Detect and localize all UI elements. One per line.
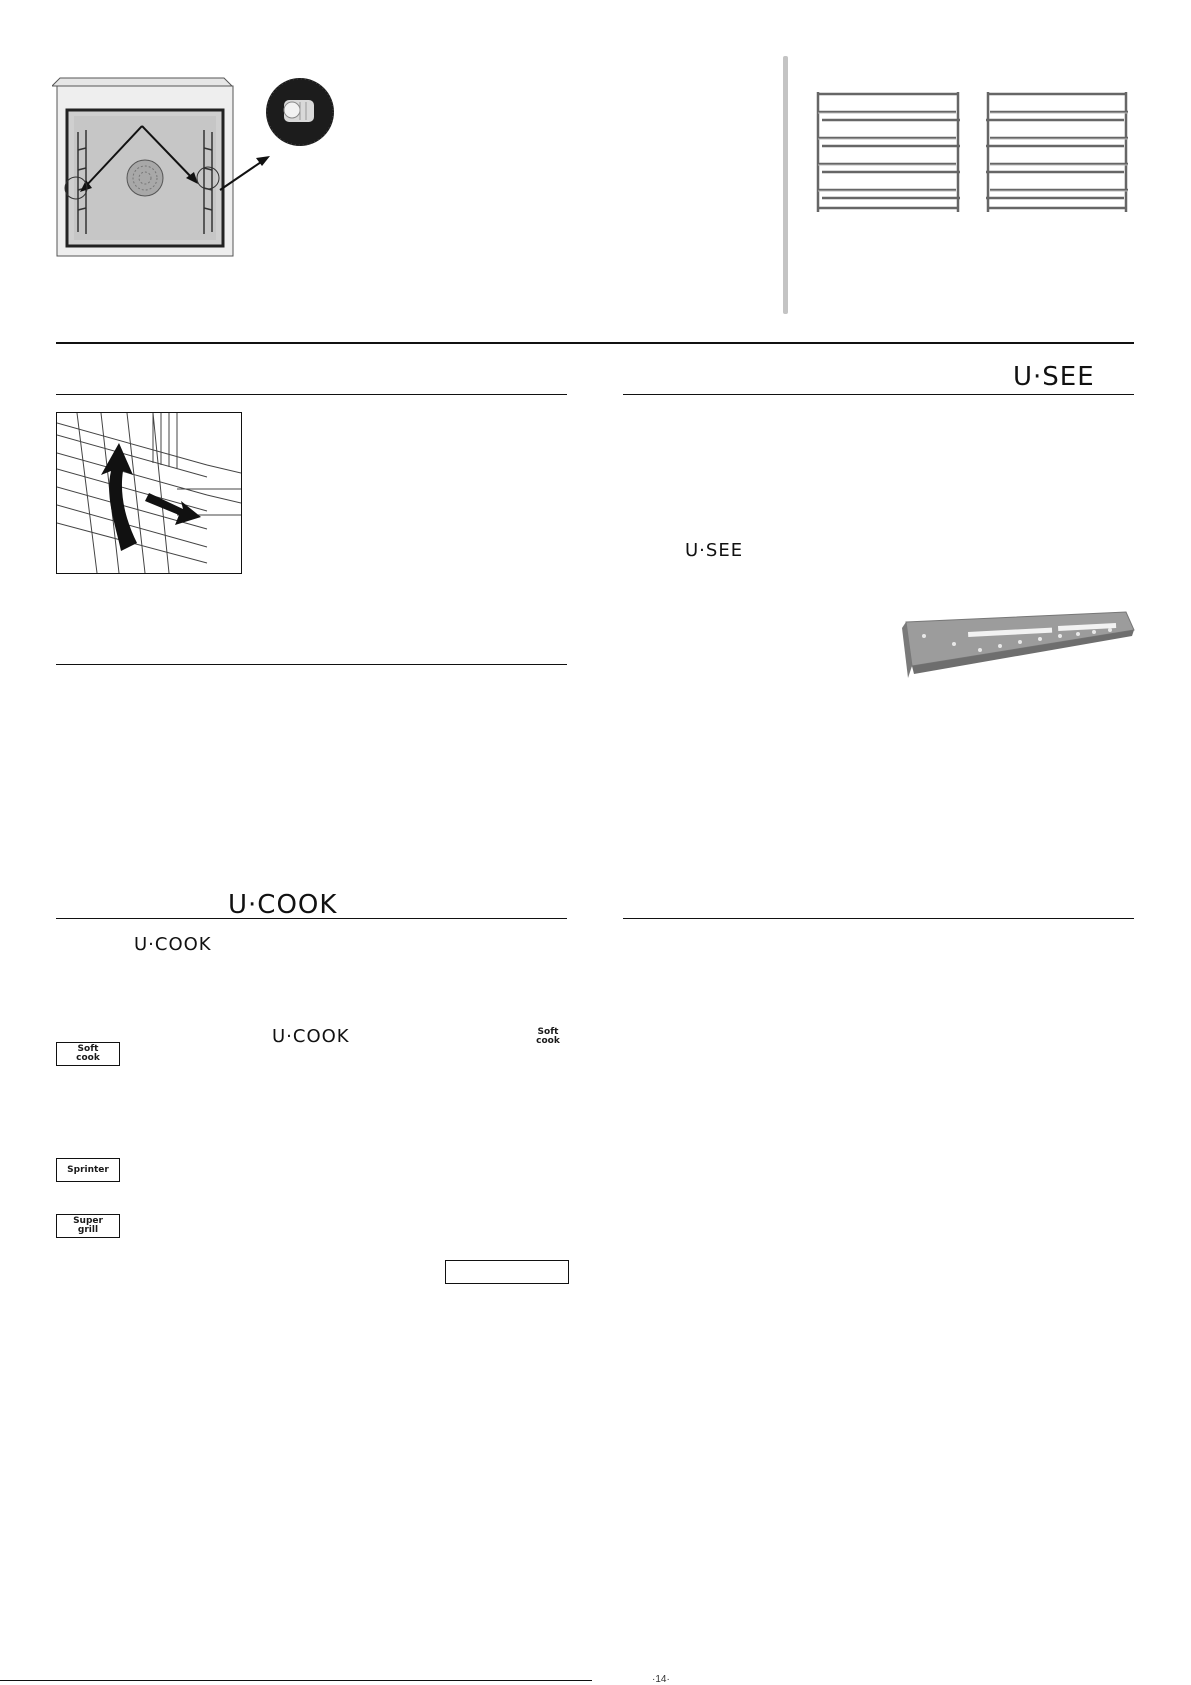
rack-removal-illustration xyxy=(56,412,242,574)
ucook-logo-header-text: U·COOK xyxy=(228,890,338,920)
soft-cook-inline-icon xyxy=(524,1028,572,1046)
soft-cook-badge-label: Soft cook xyxy=(76,1044,100,1063)
column-divider xyxy=(783,56,788,314)
usee-logo-header xyxy=(1013,362,1095,392)
sensor-strip-illustration xyxy=(898,606,1138,682)
usee-logo-text: U·SEE xyxy=(1013,362,1095,392)
section-rule-right-1 xyxy=(623,394,1134,395)
super-grill-badge-label: Super grill xyxy=(73,1216,103,1235)
ucook-logo-inline-2-text: U·COOK xyxy=(272,1026,350,1047)
ucook-logo-inline-1-text: U·COOK xyxy=(134,934,212,955)
section-rule-left-1 xyxy=(56,394,567,395)
sprinter-badge-label: Sprinter xyxy=(67,1164,109,1175)
soft-cook-inline-label: Soft cook xyxy=(536,1027,560,1046)
ucook-logo-inline-2 xyxy=(272,1026,350,1047)
side-racks-illustration xyxy=(808,86,1138,218)
empty-label-box xyxy=(445,1260,569,1284)
section-rule-right-2 xyxy=(623,918,1134,919)
usee-logo-inline xyxy=(685,540,743,561)
section-rule-top xyxy=(56,342,1134,344)
super-grill-badge xyxy=(56,1214,120,1238)
ucook-logo-inline-1 xyxy=(134,934,212,955)
usee-logo-inline-text: U·SEE xyxy=(685,540,744,561)
page-number: ·14· xyxy=(652,1674,670,1685)
section-rule-left-2 xyxy=(56,664,567,665)
sprinter-badge xyxy=(56,1158,120,1182)
soft-cook-badge xyxy=(56,1042,120,1066)
ucook-logo-header xyxy=(228,890,337,920)
section-rule-left-3 xyxy=(56,918,567,919)
footer-rule xyxy=(0,1680,592,1681)
oven-illustration xyxy=(52,72,352,262)
